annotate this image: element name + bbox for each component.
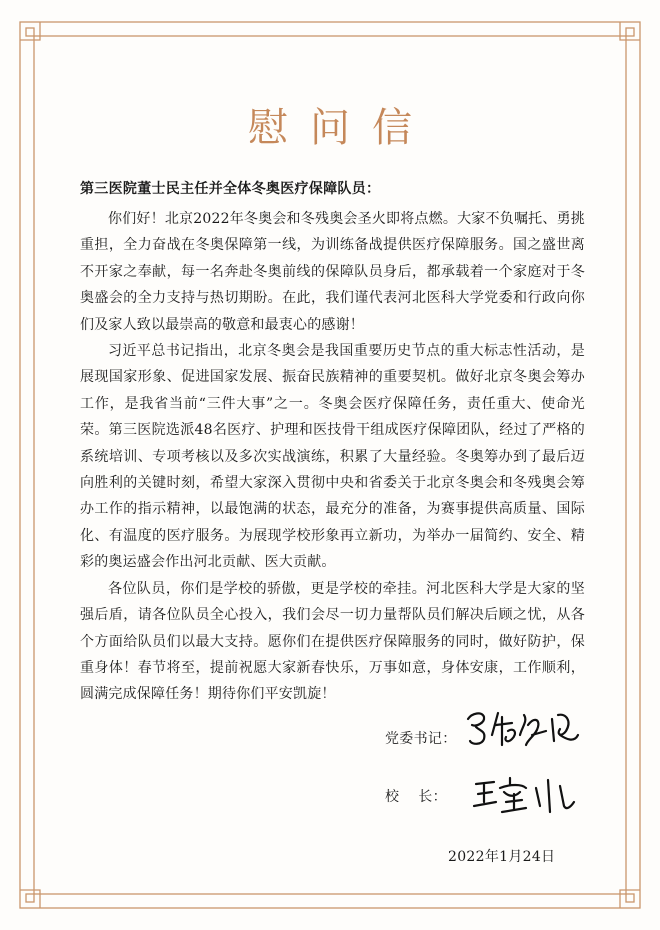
party-secretary-signature — [462, 705, 582, 755]
letter-title: 慰问信 — [248, 105, 434, 151]
party-secretary-label: 党委书记： — [385, 731, 457, 747]
paragraph: 习近平总书记指出，北京冬奥会是我国重要历史节点的重大标志性活动，是展现国家形象、促进国家发展、振奋民族精神的重要契机。做好北京冬奥会筹办工作，是我省当前“三件大事”之一。冬奥会医疗保障任务，责任重大、使命光荣。第三医院选派48名医疗、护理和医技骨干组成医疗保障团队，经过了严格的系统培训、专项考核以及多次实战演练，积累了大量经验。冬奥筹办到了最后迈向胜利的关键时刻，希望大家深入贯彻中央和省委关于北京冬奥会和冬残奥会筹办工作的指示精神，以最饱满的状态，最充分的准备，为赛事提供高质量、国际化、有温度的医疗服务。为展现学校形象再立新功，为举办一届简约、安全、精彩的奥运盛会作出河北贡献、医大贡献。 — [80, 343, 585, 571]
letter-body — [80, 206, 585, 708]
president-signature — [470, 772, 580, 817]
paragraph: 你们好！北京2022年冬奥会和冬残奥会圣火即将点燃。大家不负嘱托、勇挑重担，全力奋战在冬奥保障第一线，为训练备战提供医疗保障服务。国之盛世离不开家之奉献，每一名奔赴冬奥前线的保障队员身后，都承载着一个家庭对于冬奥盛会的全力支持与热切期盼。在此，我们谨代表河北医科大学党委和行政向你们及家人致以最崇高的敬意和最衷心的感谢！ — [80, 211, 585, 333]
paragraph: 各位队员，你们是学校的骄傲，更是学校的牵挂。河北医科大学是大家的坚强后盾，请各位队员全心投入，我们会尽一切力量帮队员们解决后顾之忧，从各个方面给队员们以最大支持。愿你们在提供医疗保障服务的同时，做好防护，保重身体！春节将至，提前祝愿大家新春快乐，万事如意，身体安康，工作顺利，圆满完成保障任务！期待你们平安凯旋！ — [80, 580, 585, 703]
letter-date: 2022年1月24日 — [448, 849, 556, 865]
salutation: 第三医院董士民主任并全体冬奥医疗保障队员： — [80, 181, 381, 197]
president-label: 校 长： — [385, 789, 447, 805]
